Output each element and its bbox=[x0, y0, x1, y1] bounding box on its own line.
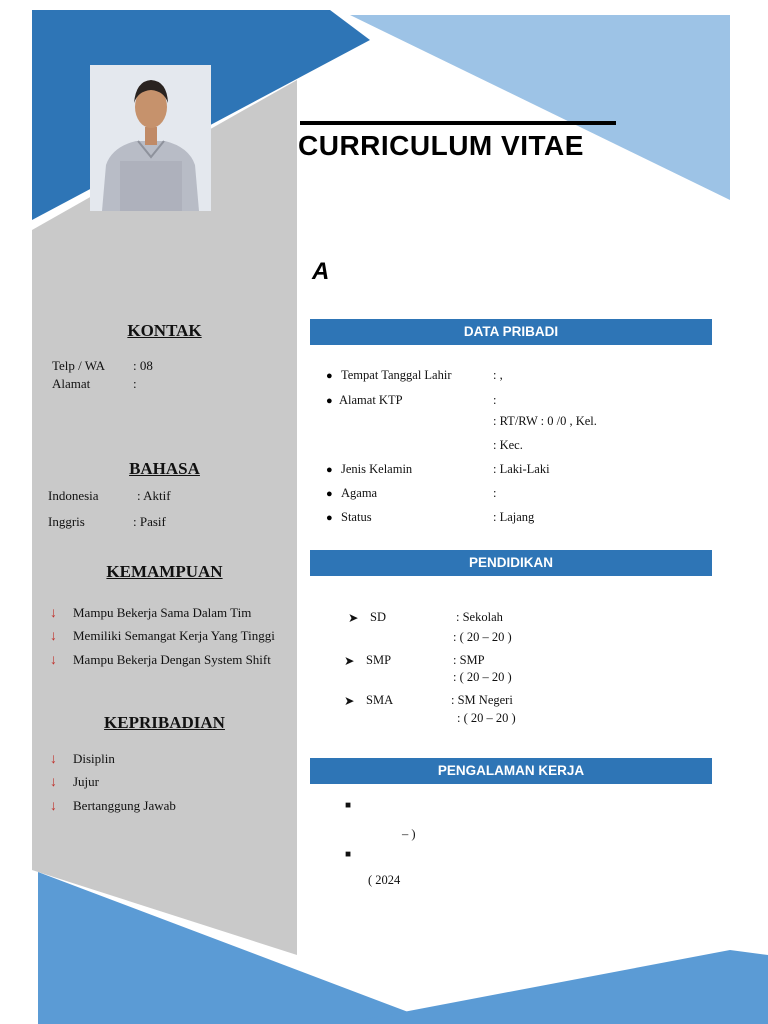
personality-label: Jujur bbox=[73, 774, 99, 789]
bullet-icon: ● bbox=[326, 512, 333, 524]
field-label: Tempat Tanggal Lahir bbox=[341, 368, 452, 382]
skill-item bbox=[50, 605, 251, 622]
down-arrow-icon: ↓ bbox=[50, 653, 57, 668]
personality-item bbox=[50, 798, 176, 815]
experience-line: – ) bbox=[402, 827, 416, 841]
education-level: SD bbox=[370, 610, 386, 624]
field-value: : Laki-Laki bbox=[493, 462, 550, 476]
education-school: : Sekolah bbox=[456, 610, 503, 624]
field-value: : RT/RW : 0 /0 , Kel. bbox=[493, 414, 597, 428]
skill-item bbox=[50, 628, 275, 645]
field-label: Alamat KTP bbox=[339, 393, 403, 407]
field-label: Status bbox=[341, 510, 372, 524]
languages-heading: BAHASA bbox=[129, 459, 200, 478]
education-years: : ( 20 – 20 ) bbox=[453, 670, 512, 684]
arrowhead-icon: ➤ bbox=[348, 611, 359, 625]
bullet-icon: ● bbox=[326, 464, 333, 476]
personality-heading: KEPRIBADIAN bbox=[104, 713, 225, 732]
language-level: : Aktif bbox=[137, 488, 171, 503]
title-rule bbox=[300, 121, 616, 125]
bullet-icon: ● bbox=[326, 370, 333, 382]
square-bullet-icon: ■ bbox=[345, 800, 352, 811]
down-arrow-icon: ↓ bbox=[50, 629, 57, 644]
field-label: Jenis Kelamin bbox=[341, 462, 413, 476]
down-arrow-icon: ↓ bbox=[50, 752, 57, 767]
skill-item bbox=[50, 652, 271, 669]
field-label: Agama bbox=[341, 486, 378, 500]
education-years: : ( 20 – 20 ) bbox=[457, 711, 516, 725]
field-value: : bbox=[493, 393, 497, 407]
personal-data-heading: DATA PRIBADI bbox=[310, 319, 712, 345]
personality-label: Disiplin bbox=[73, 751, 115, 766]
education-level: SMA bbox=[366, 693, 394, 707]
down-arrow-icon: ↓ bbox=[50, 606, 57, 621]
address-value: : bbox=[133, 376, 137, 391]
profile-photo bbox=[90, 65, 211, 211]
field-value: : bbox=[493, 486, 497, 500]
down-arrow-icon: ↓ bbox=[50, 799, 57, 814]
candidate-name: A bbox=[312, 258, 330, 285]
language-name: Indonesia bbox=[48, 488, 99, 503]
phone-label: Telp / WA bbox=[52, 358, 106, 373]
education-level: SMP bbox=[366, 653, 392, 667]
address-label: Alamat bbox=[52, 376, 91, 391]
experience-heading: PENGALAMAN KERJA bbox=[310, 758, 712, 784]
field-value: : Lajang bbox=[493, 510, 535, 524]
skills-heading: KEMAMPUAN bbox=[106, 562, 223, 581]
education-school: : SM Negeri bbox=[451, 693, 513, 707]
arrowhead-icon: ➤ bbox=[344, 694, 355, 708]
language-name: Inggris bbox=[48, 514, 85, 529]
contact-heading: KONTAK bbox=[127, 321, 202, 340]
experience-line: ( 2024 bbox=[368, 873, 401, 887]
personality-label: Bertanggung Jawab bbox=[73, 798, 176, 813]
arrowhead-icon: ➤ bbox=[344, 654, 355, 668]
skill-label: Mampu Bekerja Sama Dalam Tim bbox=[73, 605, 252, 620]
language-level: : Pasif bbox=[133, 514, 166, 529]
skill-label: Memiliki Semangat Kerja Yang Tinggi bbox=[73, 628, 275, 643]
down-arrow-icon: ↓ bbox=[50, 775, 57, 790]
page-title: CURRICULUM VITAE bbox=[298, 130, 584, 161]
education-years: : ( 20 – 20 ) bbox=[453, 630, 512, 644]
education-school: : SMP bbox=[453, 653, 485, 667]
bullet-icon: ● bbox=[326, 488, 333, 500]
phone-value: : 08 bbox=[133, 358, 153, 373]
field-value: : , bbox=[493, 368, 503, 382]
bullet-icon: ● bbox=[326, 395, 333, 407]
education-heading: PENDIDIKAN bbox=[310, 550, 712, 576]
square-bullet-icon: ■ bbox=[345, 849, 352, 860]
field-value: : Kec. bbox=[493, 438, 523, 452]
skill-label: Mampu Bekerja Dengan System Shift bbox=[73, 652, 271, 667]
personality-item bbox=[50, 774, 99, 791]
personality-item bbox=[50, 751, 115, 768]
